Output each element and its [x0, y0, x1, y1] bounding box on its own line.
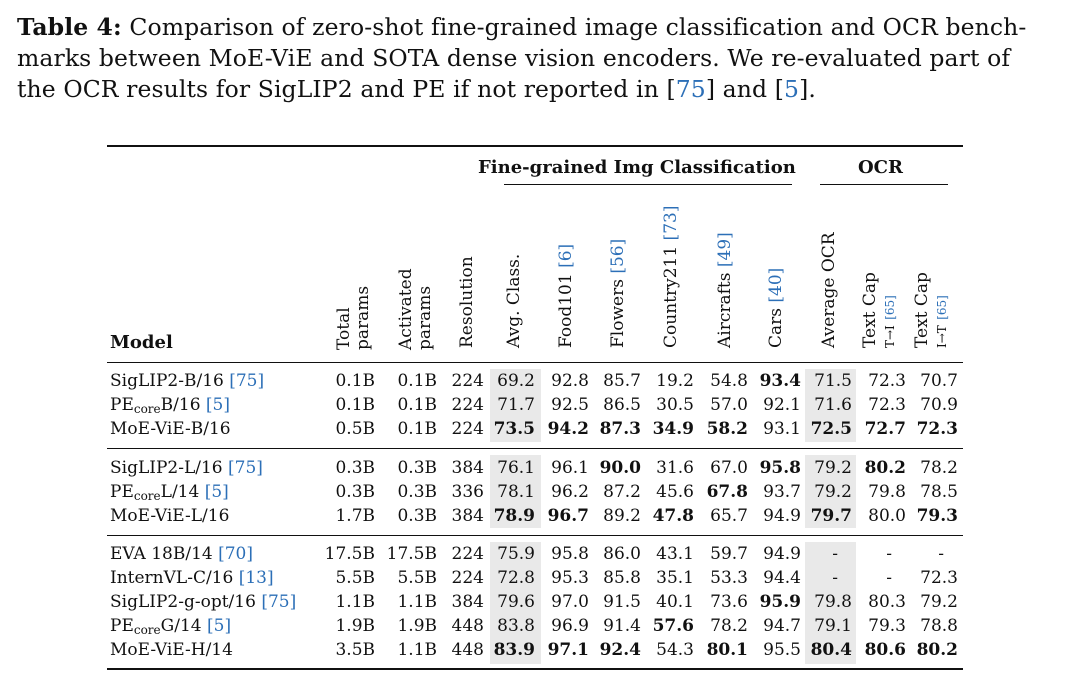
table-cell-tc-ti: 72.3 — [868, 371, 906, 391]
column-header-flowers: Flowers [56] — [608, 238, 628, 348]
table-cell-tc-it: - — [938, 544, 944, 564]
table-cell-total: 1.7B — [335, 506, 375, 526]
citation-link[interactable]: [75] — [261, 592, 297, 612]
table-cell-cars: 95.5 — [763, 640, 801, 660]
group-underline — [820, 184, 948, 185]
table-cell-tc-it: 70.9 — [920, 395, 958, 415]
table-cell-act: 5.5B — [397, 568, 437, 588]
table-cell-aircraft: 67.8 — [706, 482, 748, 502]
table-cell-country: 54.3 — [656, 640, 694, 660]
table-row-model: PEcoreB/16 [5] — [110, 395, 231, 416]
table-cell-country: 34.9 — [652, 419, 694, 439]
group-header-ocr: OCR — [858, 157, 903, 178]
table-cell-aircraft: 80.1 — [706, 640, 748, 660]
table-cell-act: 0.3B — [397, 506, 437, 526]
table-cell-flowers: 86.0 — [603, 544, 641, 564]
column-header-aircrafts: Aircrafts [49] — [715, 232, 735, 348]
table-cell-avg: 72.8 — [497, 568, 535, 588]
table-cell-total: 1.9B — [335, 616, 375, 636]
table-cell-country: 47.8 — [652, 506, 694, 526]
table-cell-tc-it: 79.3 — [916, 506, 958, 526]
table-cell-res: 384 — [451, 458, 484, 478]
table-cell-flowers: 91.5 — [603, 592, 641, 612]
table-row-model: SigLIP2-g-opt/16 [75] — [110, 592, 297, 612]
table-cell-res: 224 — [451, 371, 484, 391]
table-cell-flowers: 89.2 — [603, 506, 641, 526]
table-cell-act: 17.5B — [386, 544, 437, 564]
table-cell-total: 0.1B — [335, 371, 375, 391]
table-cell-total: 3.5B — [335, 640, 375, 660]
table-cell-flowers: 87.2 — [603, 482, 641, 502]
citation-link[interactable]: [75] — [229, 371, 265, 391]
citation-link[interactable]: [5] — [205, 395, 231, 415]
table-cell-avg: 78.9 — [493, 506, 535, 526]
table-cell-aircraft: 53.3 — [710, 568, 748, 588]
table-cell-cars: 95.9 — [759, 592, 801, 612]
table-cell-avg: 83.9 — [493, 640, 535, 660]
table-cell-avg-ocr: 72.5 — [810, 419, 852, 439]
table-cell-tc-ti: 79.3 — [868, 616, 906, 636]
table-cell-res: 448 — [451, 640, 484, 660]
table-cell-avg: 73.5 — [493, 419, 535, 439]
table-cell-aircraft: 58.2 — [706, 419, 748, 439]
table-cell-cars: 94.4 — [763, 568, 801, 588]
table-cell-avg-ocr: - — [832, 568, 838, 588]
table-cell-food: 92.8 — [551, 371, 589, 391]
column-header-activated-params: Activated params — [396, 268, 435, 350]
column-header-total-params: Total params — [334, 285, 373, 350]
table-cell-food: 96.2 — [551, 482, 589, 502]
table-cell-total: 0.3B — [335, 482, 375, 502]
table-cell-flowers: 87.3 — [599, 419, 641, 439]
caption-line-2: marks between MoE-ViE and SOTA dense vision encoders. We re-evaluated part of — [17, 44, 1011, 72]
table-cell-aircraft: 59.7 — [710, 544, 748, 564]
table-cell-tc-ti: 80.2 — [864, 458, 906, 478]
table-cell-tc-it: 78.5 — [920, 482, 958, 502]
table-cell-tc-ti: 72.3 — [868, 395, 906, 415]
table-cell-total: 0.1B — [335, 395, 375, 415]
table-cell-food: 95.3 — [551, 568, 589, 588]
table-cell-aircraft: 54.8 — [710, 371, 748, 391]
table-cell-cars: 93.4 — [759, 371, 801, 391]
header-rule — [107, 362, 963, 363]
table-cell-avg-ocr: 79.7 — [810, 506, 852, 526]
table-cell-act: 1.1B — [397, 592, 437, 612]
caption-line-1: Table 4: Comparison of zero-shot fine-grained image classification and OCR bench- — [17, 13, 1027, 41]
table-cell-aircraft: 78.2 — [710, 616, 748, 636]
group-header-fine-grained: Fine-grained Img Classification — [478, 157, 796, 178]
table-cell-tc-it: 72.3 — [920, 568, 958, 588]
table-cell-flowers: 92.4 — [599, 640, 641, 660]
column-header-food101: Food101 [6] — [556, 243, 576, 348]
table-cell-avg-ocr: - — [832, 544, 838, 564]
table-cell-res: 224 — [451, 419, 484, 439]
citation-link[interactable]: [56] — [608, 238, 628, 274]
table-cell-tc-it: 79.2 — [920, 592, 958, 612]
table-cell-act: 0.1B — [397, 419, 437, 439]
table-cell-tc-ti: 72.7 — [864, 419, 906, 439]
column-header-cars: Cars [40] — [766, 267, 786, 348]
table-cell-flowers: 91.4 — [603, 616, 641, 636]
group-separator — [107, 448, 963, 449]
table-cell-country: 40.1 — [656, 592, 694, 612]
table-cell-avg: 83.8 — [497, 616, 535, 636]
table-row-model: SigLIP2-L/16 [75] — [110, 458, 263, 478]
table-row-model: PEcoreL/14 [5] — [110, 482, 229, 503]
top-rule — [107, 145, 963, 147]
table-cell-cars: 92.1 — [763, 395, 801, 415]
table-cell-country: 30.5 — [656, 395, 694, 415]
table-cell-act: 0.3B — [397, 482, 437, 502]
caption-line-3: the OCR results for SigLIP2 and PE if not reported in [75] and [5]. — [17, 75, 816, 103]
table-cell-aircraft: 73.6 — [710, 592, 748, 612]
table-cell-avg-ocr: 71.6 — [814, 395, 852, 415]
table-cell-tc-it: 72.3 — [916, 419, 958, 439]
citation-link[interactable]: 5 — [784, 75, 800, 103]
table-cell-flowers: 90.0 — [599, 458, 641, 478]
table-cell-tc-ti: 80.6 — [864, 640, 906, 660]
table-cell-cars: 94.7 — [763, 616, 801, 636]
caption-label: Table 4: — [17, 13, 122, 41]
table-cell-avg: 75.9 — [497, 544, 535, 564]
table-cell-cars: 95.8 — [759, 458, 801, 478]
group-separator — [107, 535, 963, 536]
table-cell-country: 19.2 — [656, 371, 694, 391]
table-cell-tc-ti: - — [886, 568, 892, 588]
table-cell-tc-ti: 80.0 — [868, 506, 906, 526]
column-header-avg-class: Avg. Class. — [504, 253, 524, 348]
table-cell-food: 92.5 — [551, 395, 589, 415]
table-row-model: EVA 18B/14 [70] — [110, 544, 254, 564]
table-cell-act: 1.1B — [397, 640, 437, 660]
table-cell-avg-ocr: 79.8 — [814, 592, 852, 612]
table-cell-cars: 93.7 — [763, 482, 801, 502]
table-cell-total: 0.3B — [335, 458, 375, 478]
table-cell-total: 1.1B — [335, 592, 375, 612]
table-cell-total: 0.5B — [335, 419, 375, 439]
citation-link[interactable]: [5] — [204, 482, 229, 502]
citation-link[interactable]: [5] — [207, 616, 232, 636]
table-cell-country: 31.6 — [656, 458, 694, 478]
table-cell-avg: 76.1 — [497, 458, 535, 478]
table-cell-avg: 79.6 — [497, 592, 535, 612]
citation-link[interactable]: [49] — [715, 232, 735, 268]
table-cell-avg-ocr: 79.2 — [814, 458, 852, 478]
table-cell-res: 384 — [451, 592, 484, 612]
citation-link[interactable]: [6] — [556, 243, 576, 268]
table-cell-flowers: 85.8 — [603, 568, 641, 588]
table-cell-flowers: 86.5 — [603, 395, 641, 415]
table-cell-food: 96.9 — [551, 616, 589, 636]
table-cell-food: 97.1 — [547, 640, 589, 660]
table-cell-res: 448 — [451, 616, 484, 636]
table-cell-flowers: 85.7 — [603, 371, 641, 391]
table-cell-tc-it: 70.7 — [920, 371, 958, 391]
column-header-textcap-i2t: Text Cap I→T [65] — [912, 272, 949, 348]
table-cell-res: 224 — [451, 568, 484, 588]
table-cell-res: 224 — [451, 544, 484, 564]
table-cell-aircraft: 67.0 — [710, 458, 748, 478]
citation-link[interactable]: [70] — [218, 544, 254, 564]
table-caption — [17, 12, 1057, 105]
table-cell-tc-it: 78.8 — [920, 616, 958, 636]
column-header-model: Model — [110, 332, 173, 353]
citation-link[interactable]: [75] — [228, 458, 263, 478]
table-cell-cars: 94.9 — [763, 544, 801, 564]
table-cell-avg: 78.1 — [497, 482, 535, 502]
table-cell-avg-ocr: 80.4 — [810, 640, 852, 660]
table-cell-country: 57.6 — [652, 616, 694, 636]
column-header-country211: Country211 [73] — [661, 205, 681, 348]
table-cell-total: 17.5B — [324, 544, 375, 564]
table-cell-res: 336 — [451, 482, 484, 502]
table-cell-avg-ocr: 71.5 — [814, 371, 852, 391]
bottom-rule — [107, 668, 963, 670]
table-cell-cars: 94.9 — [763, 506, 801, 526]
citation-link[interactable]: [73] — [661, 205, 681, 241]
table-cell-aircraft: 65.7 — [710, 506, 748, 526]
citation-link[interactable]: [65] — [935, 295, 949, 320]
table-cell-total: 5.5B — [335, 568, 375, 588]
table-cell-res: 384 — [451, 506, 484, 526]
citation-link[interactable]: [65] — [883, 295, 897, 320]
column-header-resolution: Resolution — [457, 256, 477, 348]
table-cell-food: 94.2 — [547, 419, 589, 439]
table-cell-tc-ti: - — [886, 544, 892, 564]
table-cell-avg: 71.7 — [497, 395, 535, 415]
table-cell-tc-ti: 80.3 — [868, 592, 906, 612]
table-row-model: SigLIP2-B/16 [75] — [110, 371, 265, 391]
citation-link[interactable]: [40] — [766, 267, 786, 303]
table-cell-food: 96.1 — [551, 458, 589, 478]
table-row-model: MoE-ViE-L/16 — [110, 506, 230, 526]
table-cell-tc-ti: 79.8 — [868, 482, 906, 502]
citation-link[interactable]: 75 — [675, 75, 706, 103]
table-cell-act: 0.1B — [397, 395, 437, 415]
table-row-model: MoE-ViE-H/14 — [110, 640, 233, 660]
table-row-model: MoE-ViE-B/16 — [110, 419, 231, 439]
table-cell-tc-it: 80.2 — [916, 640, 958, 660]
table-cell-country: 35.1 — [656, 568, 694, 588]
table-cell-tc-it: 78.2 — [920, 458, 958, 478]
table-cell-avg: 69.2 — [497, 371, 535, 391]
table-cell-food: 95.8 — [551, 544, 589, 564]
column-header-textcap-t2i: Text Cap T→I [65] — [860, 272, 897, 348]
group-underline — [504, 184, 792, 185]
table-cell-cars: 93.1 — [763, 419, 801, 439]
table-cell-res: 224 — [451, 395, 484, 415]
table-cell-food: 97.0 — [551, 592, 589, 612]
table-cell-country: 45.6 — [656, 482, 694, 502]
table-cell-food: 96.7 — [547, 506, 589, 526]
table-cell-avg-ocr: 79.2 — [814, 482, 852, 502]
table-cell-avg-ocr: 79.1 — [814, 616, 852, 636]
table-cell-act: 1.9B — [397, 616, 437, 636]
citation-link[interactable]: [13] — [238, 568, 274, 588]
table-row-model: PEcoreG/14 [5] — [110, 616, 232, 637]
table-row-model: InternVL-C/16 [13] — [110, 568, 274, 588]
table-cell-aircraft: 57.0 — [710, 395, 748, 415]
column-header-average-ocr: Average OCR — [819, 232, 839, 348]
table-cell-act: 0.1B — [397, 371, 437, 391]
table-cell-country: 43.1 — [656, 544, 694, 564]
table-cell-act: 0.3B — [397, 458, 437, 478]
